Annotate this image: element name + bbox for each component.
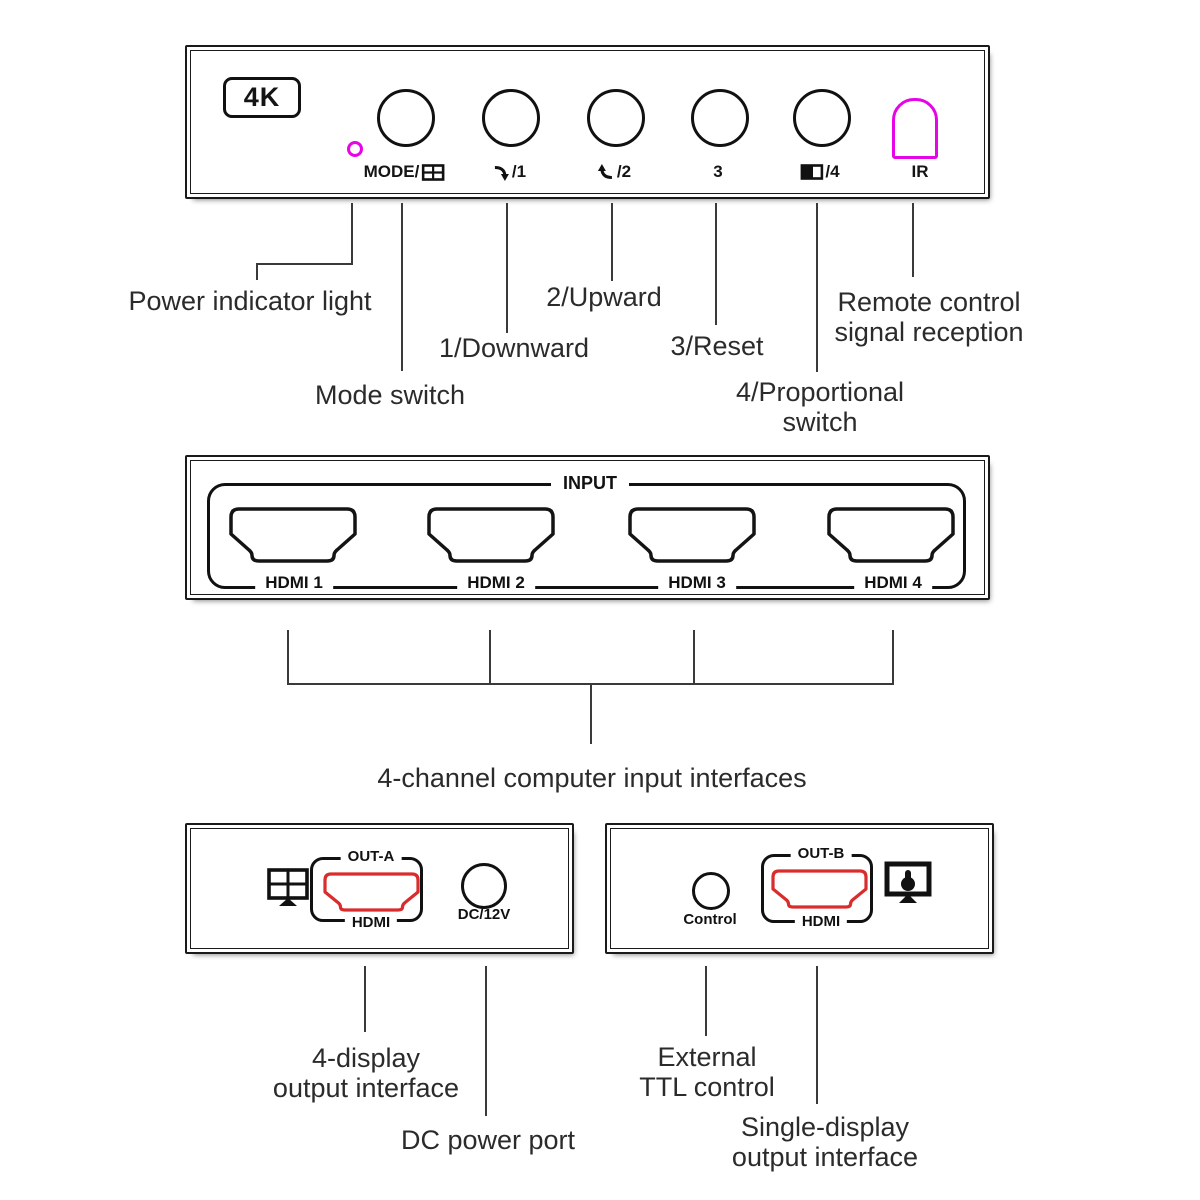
- leader-line-button3: [715, 203, 717, 325]
- control-jack: [692, 872, 730, 910]
- hdmi-port-out-b: [771, 869, 868, 909]
- hdmi4-label: HDMI 4: [854, 572, 932, 594]
- out-b-hdmi-label: HDMI: [795, 913, 847, 931]
- dc-power-jack: [461, 863, 507, 909]
- ir-receiver-window: [892, 98, 938, 159]
- output-panel-a: [185, 823, 574, 954]
- note-power-indicator: Power indicator light: [128, 286, 372, 316]
- leader-line-power-drop: [256, 263, 258, 280]
- button1-label: [492, 160, 526, 184]
- note-mode-switch: Mode switch: [314, 380, 466, 410]
- note-4-display: 4-display output interface: [272, 1043, 460, 1103]
- button-2: [587, 89, 645, 147]
- leader-line-ir: [912, 203, 914, 277]
- leader-line-button4: [816, 203, 818, 372]
- hdmi3-label: HDMI 3: [658, 572, 736, 594]
- button3-label-text: 3: [713, 162, 723, 181]
- mode-label-text: MODE/: [363, 162, 420, 181]
- hdmi-port-3: [628, 507, 756, 563]
- leader-line-control: [705, 966, 707, 1036]
- hdmi2-label: HDMI 2: [457, 572, 535, 594]
- button-4: [793, 89, 851, 147]
- note-input-channels: 4-channel computer input interfaces: [377, 763, 807, 793]
- out-a-label: OUT-A: [341, 848, 402, 866]
- curved-arrow-up-icon: [597, 163, 615, 182]
- leader-bracket-stem: [590, 683, 592, 744]
- front-panel: [185, 45, 990, 199]
- leader-line-out-b: [816, 966, 818, 1104]
- power-indicator-dot: [347, 141, 363, 157]
- button-1: [482, 89, 540, 147]
- curved-arrow-down-icon: [492, 163, 510, 182]
- ir-label-text: IR: [911, 162, 929, 181]
- note-proportional: 4/Proportional switch: [735, 377, 905, 437]
- hdmi1-label: HDMI 1: [255, 572, 333, 594]
- leader-line-button2: [611, 203, 613, 281]
- button3-label: [713, 160, 722, 184]
- leader-line-hdmi1: [287, 630, 289, 685]
- leader-line-hdmi3: [693, 630, 695, 685]
- hdmi-port-2: [427, 507, 555, 563]
- monitor-grid-icon: [267, 867, 309, 909]
- note-reset: 3/Reset: [670, 331, 764, 361]
- hdmi-port-1: [229, 507, 357, 563]
- out-a-hdmi-label: HDMI: [345, 914, 397, 932]
- logo-4k-text: 4K: [243, 82, 281, 112]
- note-downward: 1/Downward: [438, 333, 590, 363]
- logo-4k: [223, 77, 301, 118]
- hdmi-port-out-a: [323, 872, 420, 912]
- input-title: INPUT: [551, 472, 629, 494]
- leader-line-power: [351, 203, 353, 265]
- note-single-display: Single-display output interface: [731, 1112, 919, 1172]
- button4-label-text: /4: [825, 162, 840, 181]
- dc-12v-label: DC/12V: [457, 906, 511, 923]
- output-panel-b: [605, 823, 994, 954]
- button4-label: [800, 160, 839, 184]
- control-label: Control: [683, 911, 737, 928]
- monitor-pointer-icon: [884, 861, 932, 905]
- note-dc-power: DC power port: [400, 1125, 576, 1155]
- mode-button-label: [364, 160, 445, 184]
- leader-line-hdmi2: [489, 630, 491, 685]
- note-upward: 2/Upward: [546, 282, 662, 312]
- button2-label: [597, 160, 631, 184]
- leader-line-out-a: [364, 966, 366, 1032]
- mode-button: [377, 89, 435, 147]
- ir-label: [912, 160, 929, 184]
- button-3: [691, 89, 749, 147]
- note-remote: Remote control signal reception: [834, 287, 1024, 347]
- button2-label-text: /2: [616, 162, 632, 181]
- grid-2x2-icon: [421, 164, 444, 181]
- leader-line-button1: [506, 203, 508, 333]
- leader-line-hdmi4: [892, 630, 894, 685]
- button1-label-text: /1: [511, 162, 527, 181]
- leader-line-dc: [485, 966, 487, 1116]
- split-screen-icon: [800, 164, 823, 180]
- out-b-label: OUT-B: [791, 845, 852, 863]
- input-panel: [185, 455, 990, 600]
- leader-line-power-elbow: [256, 263, 353, 265]
- leader-line-mode: [401, 203, 403, 371]
- note-ttl-control: External TTL control: [639, 1042, 775, 1102]
- hdmi-port-4: [827, 507, 955, 563]
